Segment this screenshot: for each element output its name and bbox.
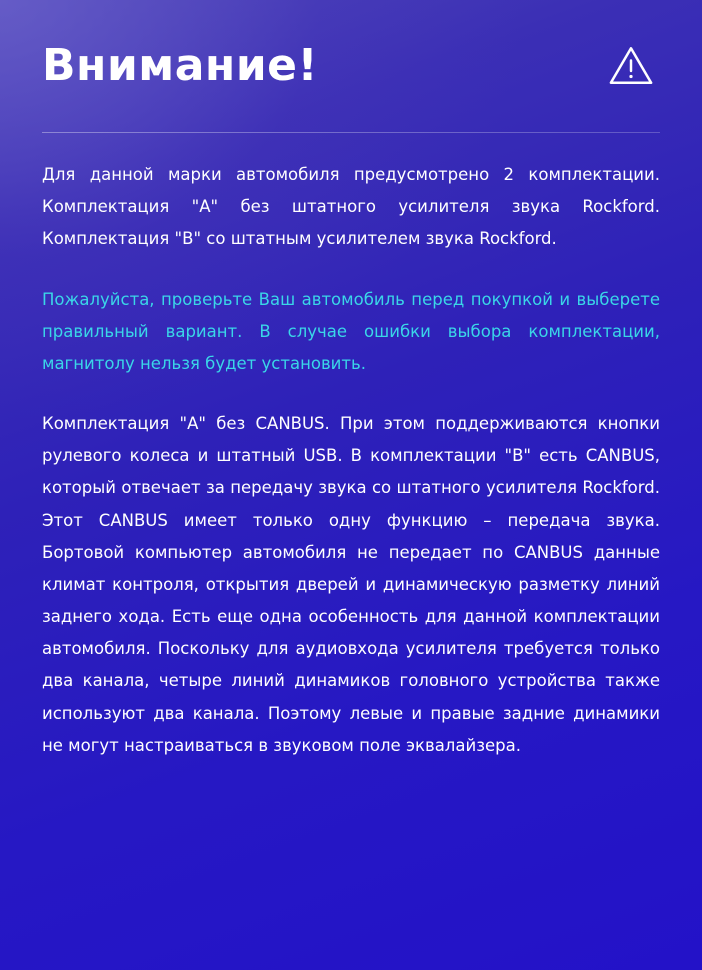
paragraph-intro: Для данной марки автомобиля предусмотрено 2 комплектации. Комплектация "A" без штатного усилителя звука Rockford. Комплектация "B" со штатным усилителем звука Rockford. <box>42 165 660 249</box>
notice-body <box>42 133 660 762</box>
paragraph-details: Комплектация "A" без CANBUS. При этом поддерживаются кнопки рулевого колеса и штатный USB. В комплектации "B" есть CANBUS, который отвечает за передачу звука со штатного усилителя Rockford. Этот CANBUS имеет только одну функцию – передача звука. Бортовой компьютер автомобиля не передает по CANBUS данные климат контроля, открытия дверей и динамическую разметку линий заднего хода. Есть еще одна особенность для данной комплектации автомобиля. Поскольку для аудиовхода усилителя требуется только два канала, четыре линий динамиков головного устройства также используют два канала. Поэтому левые и правые задние динамики не могут настраиваться в звуковом поле эквалайзера. <box>42 414 660 755</box>
page-title: Внимание! <box>42 40 319 91</box>
page-header <box>42 0 660 92</box>
paragraph-warning-check: Пожалуйста, проверьте Ваш автомобиль перед покупкой и выберете правильный вариант. В случае ошибки выбора комплектации, магнитолу нельзя будет установить. <box>42 289 660 373</box>
warning-triangle-icon <box>608 43 654 89</box>
